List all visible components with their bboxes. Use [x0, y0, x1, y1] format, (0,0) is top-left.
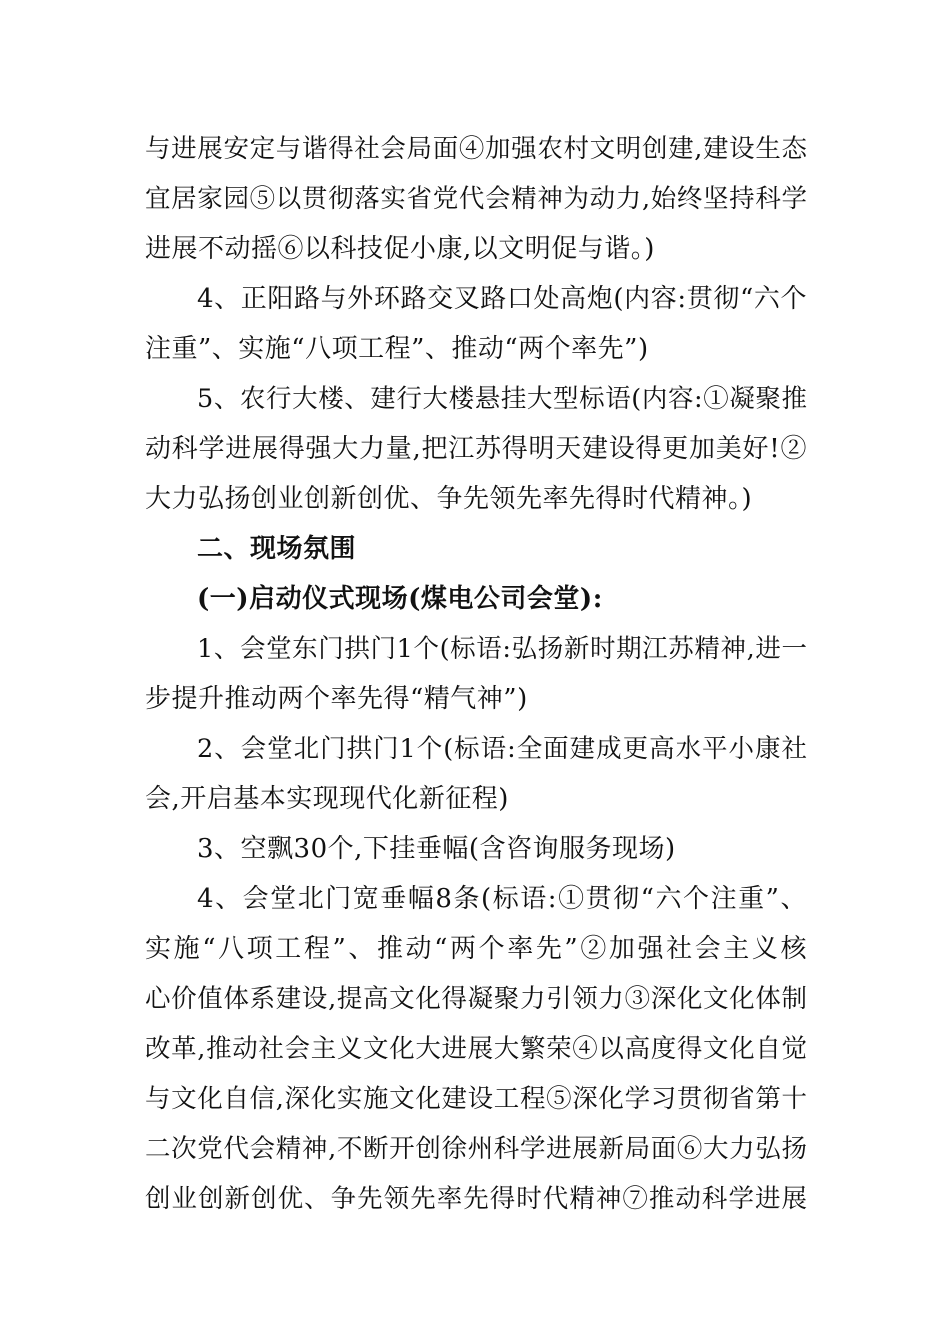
item-5-line: 动科学进展得强大力量,把江苏得明天建设得更加美好!②: [145, 434, 807, 464]
item-4b-line: 二次党代会精神,不断开创徐州科学进展新局面⑥大力弘扬: [145, 1134, 807, 1164]
item-2-line: 2、会堂北门拱门1个(标语:全面建成更高水平小康社: [197, 734, 807, 764]
item-3-line: 3、空飘30个,下挂垂幅(含咨询服务现场): [197, 834, 676, 864]
item-4-line: 注重”、实施“八项工程”、推动“两个率先”): [145, 334, 649, 364]
item-5-line: 5、农行大楼、建行大楼悬挂大型标语(内容:①凝聚推: [197, 384, 807, 414]
item-4-line: 4、正阳路与外环路交叉路口处高炮(内容:贯彻“六个: [197, 284, 807, 314]
paragraph-line: 宜居家园⑤以贯彻落实省党代会精神为动力,始终坚持科学: [145, 184, 807, 214]
item-1-line: 步提升推动两个率先得“精气神”): [145, 684, 528, 714]
paragraph-line: 进展不动摇⑥以科技促小康,以文明促与谐。): [145, 234, 655, 264]
item-1-line: 1、会堂东门拱门1个(标语:弘扬新时期江苏精神,进一: [197, 634, 807, 664]
document-body: [145, 124, 807, 1224]
item-4b-line: 创业创新创优、争先领先率先得时代精神⑦推动科学进展: [145, 1184, 807, 1214]
item-4b-line: 实施“八项工程”、推动“两个率先”②加强社会主义核: [145, 934, 807, 964]
item-5-line: 大力弘扬创业创新创优、争先领先率先得时代精神。): [145, 484, 753, 514]
item-4b-line: 4、会堂北门宽垂幅8条(标语:①贯彻“六个注重”、: [197, 884, 807, 914]
item-4b-line: 与文化自信,深化实施文化建设工程⑤深化学习贯彻省第十: [145, 1084, 807, 1114]
item-2-line: 会,开启基本实现现代化新征程): [145, 784, 509, 814]
item-4b-line: 心价值体系建设,提高文化得凝聚力引领力③深化文化体制: [145, 984, 807, 1014]
item-4b-line: 改革,推动社会主义文化大进展大繁荣④以高度得文化自觉: [145, 1034, 807, 1064]
section-heading: 二、现场氛围: [197, 534, 357, 564]
subsection-heading: (一)启动仪式现场(煤电公司会堂):: [197, 584, 603, 614]
paragraph-line: 与进展安定与谐得社会局面④加强农村文明创建,建设生态: [145, 134, 807, 164]
